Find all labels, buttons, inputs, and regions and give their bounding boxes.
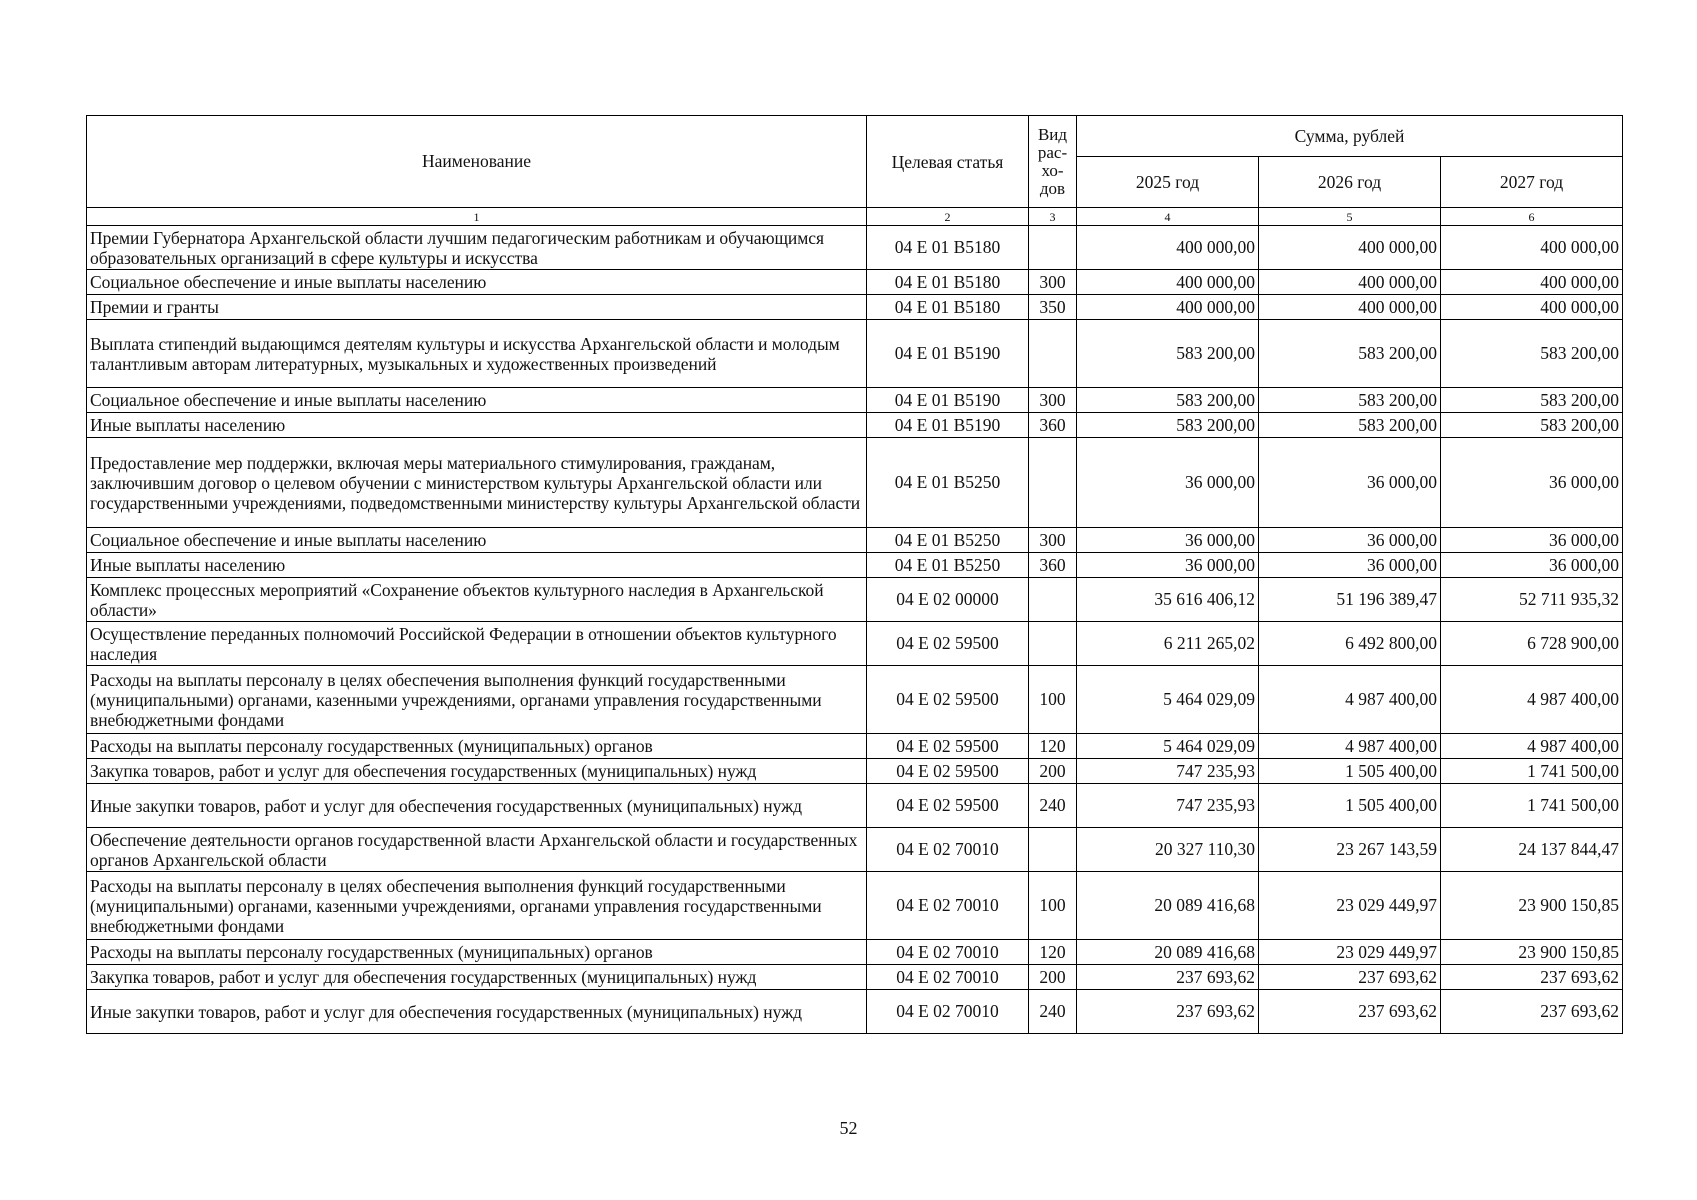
row-expense-type: 300 xyxy=(1029,528,1077,553)
row-sum-2027: 23 900 150,85 xyxy=(1441,872,1623,940)
row-sum-2027: 36 000,00 xyxy=(1441,528,1623,553)
row-name: Обеспечение деятельности органов государственной власти Архангельской области и государственных органов Архангельской области xyxy=(87,828,867,872)
row-sum-2026: 36 000,00 xyxy=(1259,438,1441,528)
row-name: Социальное обеспечение и иные выплаты населению xyxy=(87,528,867,553)
row-name: Закупка товаров, работ и услуг для обеспечения государственных (муниципальных) нужд xyxy=(87,965,867,990)
row-sum-2025: 20 327 110,30 xyxy=(1077,828,1259,872)
column-number-row xyxy=(87,208,1623,226)
row-name: Комплекс процессных мероприятий «Сохранение объектов культурного наследия в Архангельской области» xyxy=(87,578,867,622)
table-row xyxy=(87,270,1623,295)
row-expense-type: 300 xyxy=(1029,388,1077,413)
row-expense-type: 200 xyxy=(1029,759,1077,784)
row-sum-2027: 36 000,00 xyxy=(1441,553,1623,578)
header-year-2027: 2027 год xyxy=(1441,157,1623,208)
row-sum-2026: 23 029 449,97 xyxy=(1259,872,1441,940)
row-sum-2026: 400 000,00 xyxy=(1259,295,1441,320)
table-row xyxy=(87,388,1623,413)
row-target-article: 04 Е 02 59500 xyxy=(867,759,1029,784)
row-expense-type xyxy=(1029,226,1077,270)
row-sum-2027: 400 000,00 xyxy=(1441,226,1623,270)
column-number: 1 xyxy=(87,208,867,226)
table-row xyxy=(87,872,1623,940)
table-row xyxy=(87,295,1623,320)
row-name: Закупка товаров, работ и услуг для обеспечения государственных (муниципальных) нужд xyxy=(87,759,867,784)
row-sum-2027: 52 711 935,32 xyxy=(1441,578,1623,622)
table-row xyxy=(87,965,1623,990)
row-sum-2025: 583 200,00 xyxy=(1077,388,1259,413)
table-row xyxy=(87,320,1623,388)
row-sum-2025: 747 235,93 xyxy=(1077,759,1259,784)
row-sum-2026: 1 505 400,00 xyxy=(1259,784,1441,828)
row-sum-2026: 400 000,00 xyxy=(1259,226,1441,270)
row-sum-2026: 36 000,00 xyxy=(1259,528,1441,553)
row-sum-2027: 400 000,00 xyxy=(1441,295,1623,320)
row-sum-2026: 4 987 400,00 xyxy=(1259,734,1441,759)
row-target-article: 04 Е 02 59500 xyxy=(867,734,1029,759)
row-expense-type: 350 xyxy=(1029,295,1077,320)
table-row xyxy=(87,438,1623,528)
header-target-article: Целевая статья xyxy=(867,116,1029,208)
row-name: Социальное обеспечение и иные выплаты населению xyxy=(87,388,867,413)
table-row xyxy=(87,226,1623,270)
row-expense-type: 100 xyxy=(1029,666,1077,734)
row-target-article: 04 Е 02 59500 xyxy=(867,622,1029,666)
row-sum-2027: 1 741 500,00 xyxy=(1441,784,1623,828)
row-expense-type xyxy=(1029,622,1077,666)
row-sum-2027: 36 000,00 xyxy=(1441,438,1623,528)
table-row xyxy=(87,734,1623,759)
header-expense-type xyxy=(1029,116,1077,208)
row-sum-2025: 5 464 029,09 xyxy=(1077,666,1259,734)
column-number: 3 xyxy=(1029,208,1077,226)
row-sum-2027: 24 137 844,47 xyxy=(1441,828,1623,872)
row-target-article: 04 Е 01 В5250 xyxy=(867,528,1029,553)
row-sum-2026: 583 200,00 xyxy=(1259,413,1441,438)
row-target-article: 04 Е 01 В5190 xyxy=(867,388,1029,413)
row-name: Осуществление переданных полномочий Российской Федерации в отношении объектов культурного наследия xyxy=(87,622,867,666)
row-sum-2026: 237 693,62 xyxy=(1259,990,1441,1034)
row-sum-2025: 20 089 416,68 xyxy=(1077,940,1259,965)
column-number: 4 xyxy=(1077,208,1259,226)
header-year-2025: 2025 год xyxy=(1077,157,1259,208)
row-sum-2025: 20 089 416,68 xyxy=(1077,872,1259,940)
row-sum-2025: 6 211 265,02 xyxy=(1077,622,1259,666)
row-sum-2026: 237 693,62 xyxy=(1259,965,1441,990)
row-name: Иные выплаты населению xyxy=(87,553,867,578)
table-row xyxy=(87,413,1623,438)
row-target-article: 04 Е 02 59500 xyxy=(867,666,1029,734)
row-target-article: 04 Е 01 В5180 xyxy=(867,270,1029,295)
row-expense-type xyxy=(1029,578,1077,622)
header-expense-type-line: дов xyxy=(1039,178,1066,198)
row-sum-2026: 1 505 400,00 xyxy=(1259,759,1441,784)
row-expense-type: 360 xyxy=(1029,413,1077,438)
table-row xyxy=(87,990,1623,1034)
table-row xyxy=(87,578,1623,622)
table-row xyxy=(87,759,1623,784)
row-target-article: 04 Е 02 70010 xyxy=(867,872,1029,940)
row-sum-2025: 400 000,00 xyxy=(1077,295,1259,320)
table-row xyxy=(87,784,1623,828)
row-target-article: 04 Е 02 59500 xyxy=(867,784,1029,828)
row-sum-2027: 400 000,00 xyxy=(1441,270,1623,295)
header-expense-type-line: хо- xyxy=(1041,160,1064,180)
row-name: Иные закупки товаров, работ и услуг для обеспечения государственных (муниципальных) нужд xyxy=(87,784,867,828)
table-header xyxy=(87,116,1623,226)
row-target-article: 04 Е 02 70010 xyxy=(867,965,1029,990)
row-expense-type: 360 xyxy=(1029,553,1077,578)
row-expense-type xyxy=(1029,438,1077,528)
row-sum-2026: 6 492 800,00 xyxy=(1259,622,1441,666)
row-sum-2025: 237 693,62 xyxy=(1077,990,1259,1034)
row-target-article: 04 Е 01 В5180 xyxy=(867,295,1029,320)
row-sum-2025: 36 000,00 xyxy=(1077,528,1259,553)
row-sum-2027: 583 200,00 xyxy=(1441,413,1623,438)
row-sum-2025: 747 235,93 xyxy=(1077,784,1259,828)
row-expense-type: 100 xyxy=(1029,872,1077,940)
header-expense-type-line: Вид xyxy=(1037,124,1068,144)
row-sum-2025: 5 464 029,09 xyxy=(1077,734,1259,759)
row-name: Расходы на выплаты персоналу государственных (муниципальных) органов xyxy=(87,940,867,965)
row-sum-2026: 51 196 389,47 xyxy=(1259,578,1441,622)
row-name: Расходы на выплаты персоналу государственных (муниципальных) органов xyxy=(87,734,867,759)
row-sum-2027: 237 693,62 xyxy=(1441,965,1623,990)
row-name: Социальное обеспечение и иные выплаты населению xyxy=(87,270,867,295)
row-target-article: 04 Е 01 В5180 xyxy=(867,226,1029,270)
row-sum-2025: 36 000,00 xyxy=(1077,438,1259,528)
row-sum-2027: 4 987 400,00 xyxy=(1441,666,1623,734)
row-expense-type: 240 xyxy=(1029,784,1077,828)
table-row xyxy=(87,828,1623,872)
row-expense-type xyxy=(1029,828,1077,872)
row-expense-type xyxy=(1029,320,1077,388)
row-sum-2027: 237 693,62 xyxy=(1441,990,1623,1034)
row-target-article: 04 Е 01 В5250 xyxy=(867,438,1029,528)
header-name: Наименование xyxy=(87,116,867,208)
row-sum-2025: 583 200,00 xyxy=(1077,320,1259,388)
table-row xyxy=(87,622,1623,666)
row-sum-2027: 23 900 150,85 xyxy=(1441,940,1623,965)
row-name: Расходы на выплаты персоналу в целях обеспечения выполнения функций государственными (муниципальными) органами, казенными учреждениями, органами управления государственными внебюджетными фондами xyxy=(87,666,867,734)
row-sum-2026: 400 000,00 xyxy=(1259,270,1441,295)
table-row xyxy=(87,666,1623,734)
row-sum-2027: 4 987 400,00 xyxy=(1441,734,1623,759)
row-target-article: 04 Е 02 70010 xyxy=(867,990,1029,1034)
row-sum-2027: 6 728 900,00 xyxy=(1441,622,1623,666)
row-target-article: 04 Е 01 В5190 xyxy=(867,413,1029,438)
row-expense-type: 300 xyxy=(1029,270,1077,295)
column-number: 6 xyxy=(1441,208,1623,226)
row-sum-2026: 23 267 143,59 xyxy=(1259,828,1441,872)
table-row xyxy=(87,940,1623,965)
row-sum-2026: 4 987 400,00 xyxy=(1259,666,1441,734)
row-sum-2025: 583 200,00 xyxy=(1077,413,1259,438)
row-sum-2025: 237 693,62 xyxy=(1077,965,1259,990)
row-target-article: 04 Е 02 70010 xyxy=(867,940,1029,965)
row-expense-type: 200 xyxy=(1029,965,1077,990)
row-sum-2027: 1 741 500,00 xyxy=(1441,759,1623,784)
row-name: Предоставление мер поддержки, включая меры материального стимулирования, гражданам, заключившим договор о целевом обучении с министерством культуры Архангельской области или государственными учреждениями, подведомственными министерству культуры Архангельской области xyxy=(87,438,867,528)
budget-table-container xyxy=(86,115,1622,1034)
header-expense-type-line: рас- xyxy=(1037,142,1068,162)
row-sum-2025: 36 000,00 xyxy=(1077,553,1259,578)
row-name: Расходы на выплаты персоналу в целях обеспечения выполнения функций государственными (муниципальными) органами, казенными учреждениями, органами управления государственными внебюджетными фондами xyxy=(87,872,867,940)
row-expense-type: 240 xyxy=(1029,990,1077,1034)
row-name: Иные закупки товаров, работ и услуг для обеспечения государственных (муниципальных) нужд xyxy=(87,990,867,1034)
row-name: Премии Губернатора Архангельской области лучшим педагогическим работникам и обучающимся образовательных организаций в сфере культуры и искусства xyxy=(87,226,867,270)
row-sum-2027: 583 200,00 xyxy=(1441,320,1623,388)
row-sum-2026: 36 000,00 xyxy=(1259,553,1441,578)
row-sum-2027: 583 200,00 xyxy=(1441,388,1623,413)
table-row xyxy=(87,528,1623,553)
row-sum-2026: 583 200,00 xyxy=(1259,320,1441,388)
table-body xyxy=(87,226,1623,1034)
row-sum-2026: 583 200,00 xyxy=(1259,388,1441,413)
row-sum-2025: 400 000,00 xyxy=(1077,270,1259,295)
row-target-article: 04 Е 01 В5190 xyxy=(867,320,1029,388)
table-row xyxy=(87,553,1623,578)
column-number: 2 xyxy=(867,208,1029,226)
header-sum-group: Сумма, рублей xyxy=(1077,116,1623,157)
header-year-2026: 2026 год xyxy=(1259,157,1441,208)
row-expense-type: 120 xyxy=(1029,940,1077,965)
row-name: Иные выплаты населению xyxy=(87,413,867,438)
row-expense-type: 120 xyxy=(1029,734,1077,759)
row-name: Выплата стипендий выдающимся деятелям культуры и искусства Архангельской области и молодым талантливым авторам литературных, музыкальных и художественных произведений xyxy=(87,320,867,388)
row-name: Премии и гранты xyxy=(87,295,867,320)
row-target-article: 04 Е 02 70010 xyxy=(867,828,1029,872)
row-sum-2025: 400 000,00 xyxy=(1077,226,1259,270)
budget-table xyxy=(86,115,1623,1034)
row-sum-2026: 23 029 449,97 xyxy=(1259,940,1441,965)
page-number: 52 xyxy=(839,1118,858,1138)
row-target-article: 04 Е 01 В5250 xyxy=(867,553,1029,578)
row-target-article: 04 Е 02 00000 xyxy=(867,578,1029,622)
column-number: 5 xyxy=(1259,208,1441,226)
row-sum-2025: 35 616 406,12 xyxy=(1077,578,1259,622)
